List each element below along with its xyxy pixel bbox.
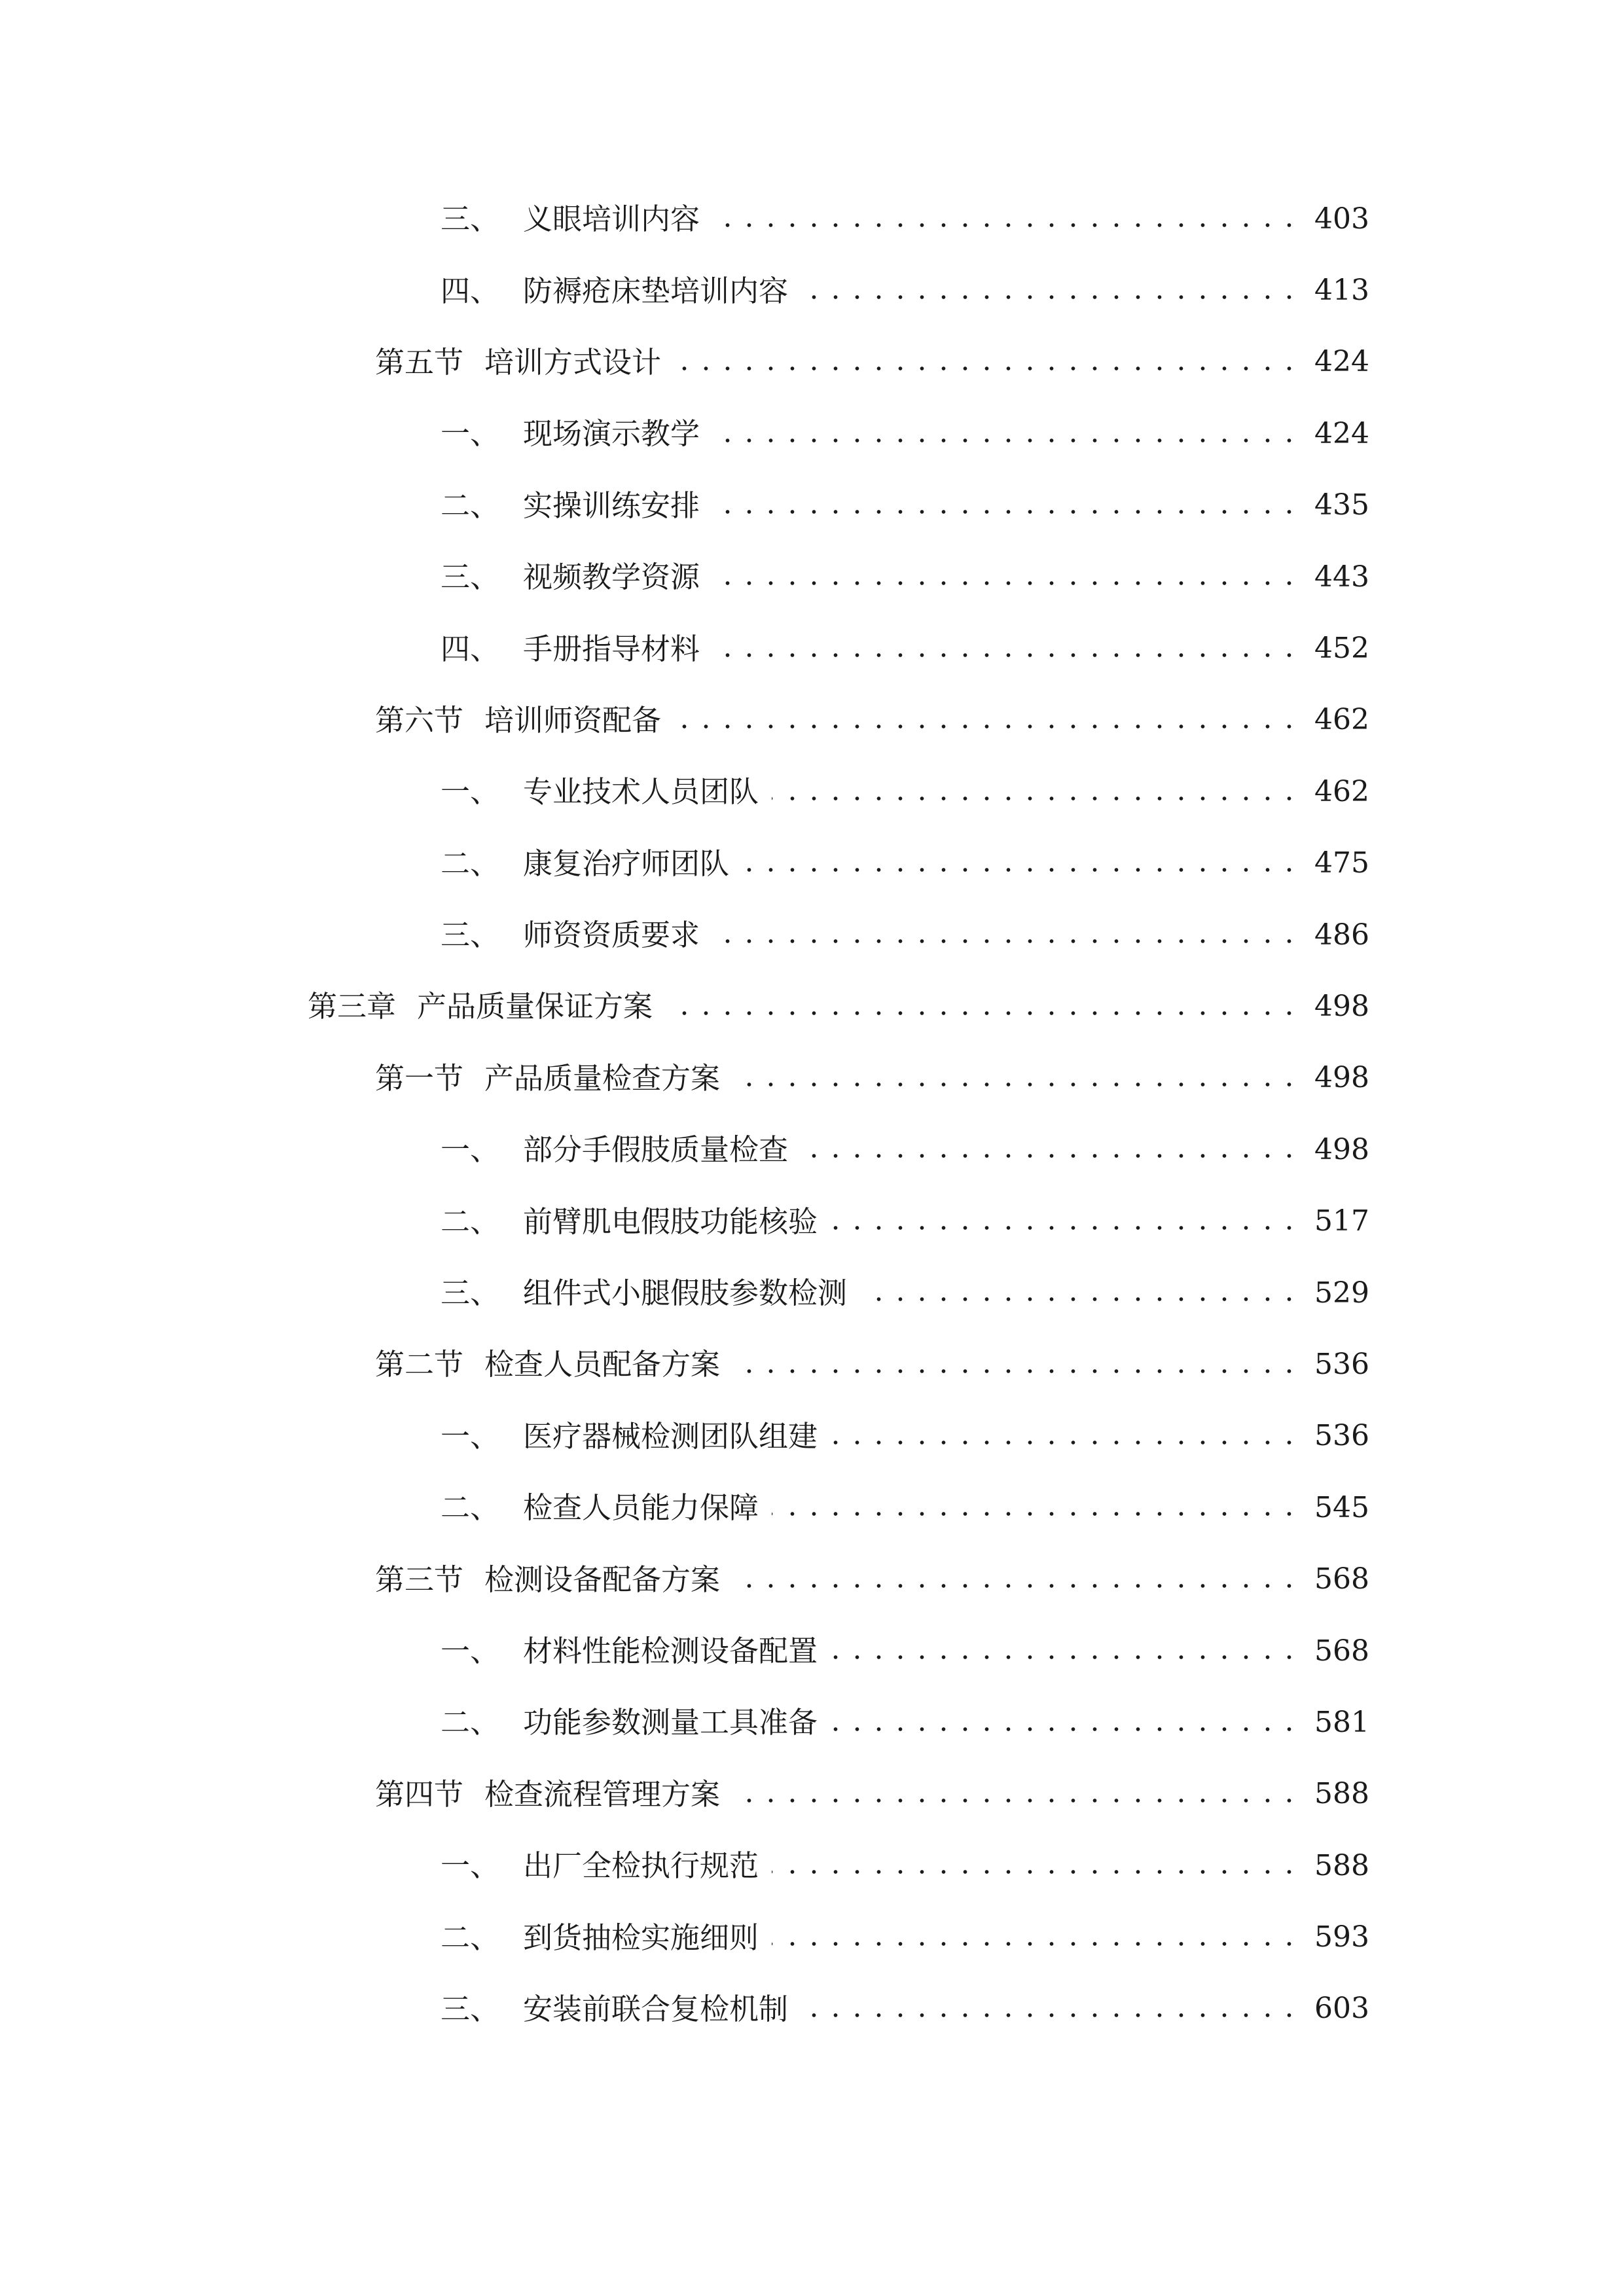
toc-page-number: 435 [1314, 488, 1369, 522]
toc-page-number: 443 [1314, 560, 1369, 594]
dot-leader [860, 1257, 1300, 1329]
toc-entry-item[interactable] [0, 1185, 1624, 1257]
toc-entry-title: 培训师资配备 [484, 702, 662, 738]
toc-entry-item[interactable] [0, 1973, 1624, 2045]
toc-entry-title: 现场演示教学 [523, 416, 700, 452]
toc-entry-item[interactable] [0, 541, 1624, 613]
toc-entry-item[interactable] [0, 1615, 1624, 1687]
toc-page-number: 498 [1314, 1132, 1369, 1166]
toc-entry-number: 第一节 [375, 1060, 464, 1096]
toc-page-number: 475 [1314, 846, 1369, 880]
toc-page-number: 462 [1314, 703, 1369, 737]
toc-page-number: 452 [1314, 632, 1369, 666]
dot-leader [801, 1114, 1300, 1185]
toc-entry-number: 二、 [441, 1920, 500, 1955]
dot-leader [666, 971, 1300, 1042]
toc-entry-title: 培训方式设计 [484, 344, 662, 380]
toc-entry-section[interactable] [0, 1329, 1624, 1400]
dot-leader [733, 1043, 1300, 1114]
toc-entry-number: 第六节 [375, 702, 464, 738]
toc-page-number: 603 [1314, 1992, 1369, 2026]
toc-entry-number: 第五节 [375, 344, 464, 380]
toc-page-number: 593 [1314, 1920, 1369, 1954]
dot-leader [772, 1472, 1300, 1543]
dot-leader [772, 1830, 1300, 1901]
dot-leader [831, 1185, 1300, 1257]
toc-entry-item[interactable] [0, 756, 1624, 827]
dot-leader [733, 1543, 1300, 1615]
toc-entry-title: 检查人员配备方案 [484, 1347, 721, 1382]
toc-entry-number: 一、 [441, 1132, 500, 1168]
toc-entry-number: 第四节 [375, 1776, 464, 1812]
toc-entry-title: 功能参数测量工具准备 [523, 1705, 818, 1740]
toc-entry-number: 二、 [441, 1204, 500, 1239]
toc-entry-number: 一、 [441, 1848, 500, 1884]
toc-entry-number: 三、 [441, 918, 500, 953]
dot-leader [801, 1973, 1300, 2045]
toc-entry-item[interactable] [0, 899, 1624, 971]
toc-entry-item[interactable] [0, 613, 1624, 684]
toc-entry-title: 义眼培训内容 [523, 202, 700, 237]
toc-entry-item[interactable] [0, 1687, 1624, 1758]
toc-page-number: 517 [1314, 1204, 1369, 1238]
toc-entry-title: 实操训练安排 [523, 488, 700, 523]
toc-entry-title: 医疗器械检测团队组建 [523, 1418, 818, 1454]
toc-entry-number: 三、 [441, 1991, 500, 2026]
toc-page-number: 424 [1314, 416, 1369, 450]
dot-leader [713, 470, 1300, 541]
dot-leader [674, 685, 1300, 756]
toc-entry-section[interactable] [0, 1043, 1624, 1114]
toc-entry-number: 三、 [441, 202, 500, 237]
dot-leader [713, 398, 1300, 469]
toc-entry-title: 组件式小腿假肢参数检测 [523, 1276, 848, 1311]
dot-leader [713, 899, 1300, 971]
toc-entry-number: 一、 [441, 1418, 500, 1454]
toc-entry-section[interactable] [0, 685, 1624, 756]
toc-page-number: 588 [1314, 1848, 1369, 1882]
toc-entry-number: 三、 [441, 1276, 500, 1311]
toc-entry-title: 前臂肌电假肢功能核验 [523, 1204, 818, 1239]
toc-entry-title: 材料性能检测设备配置 [523, 1634, 818, 1668]
toc-page-number: 486 [1314, 918, 1369, 952]
toc-entry-item[interactable] [0, 255, 1624, 326]
dot-leader [831, 1615, 1300, 1687]
toc-entry-title: 部分手假肢质量检查 [523, 1132, 789, 1168]
dot-leader [772, 756, 1300, 827]
toc-page-number: 498 [1314, 1061, 1369, 1095]
toc-entry-item[interactable] [0, 1472, 1624, 1543]
dot-leader [772, 1901, 1300, 1973]
toc-page-number: 568 [1314, 1634, 1369, 1668]
toc-entry-number: 二、 [441, 1705, 500, 1740]
toc-entry-item[interactable] [0, 398, 1624, 469]
toc-entry-item[interactable] [0, 183, 1624, 255]
toc-entry-number: 二、 [441, 1490, 500, 1526]
toc-entry-item[interactable] [0, 1830, 1624, 1901]
toc-entry-title: 视频教学资源 [523, 560, 700, 595]
toc-entry-number: 四、 [441, 273, 500, 308]
toc-entry-item[interactable] [0, 1401, 1624, 1472]
toc-entry-item[interactable] [0, 470, 1624, 541]
toc-entry-title: 到货抽检实施细则 [523, 1920, 759, 1955]
toc-entry-number: 第三章 [308, 989, 397, 1024]
toc-page-number: 588 [1314, 1777, 1369, 1811]
dot-leader [801, 255, 1300, 326]
toc-entry-title: 检查人员能力保障 [523, 1490, 759, 1526]
toc-entry-chapter[interactable] [0, 971, 1624, 1042]
toc-entry-title: 康复治疗师团队 [523, 846, 730, 881]
table-of-contents [0, 183, 1624, 2045]
toc-page-number: 498 [1314, 989, 1369, 1023]
toc-entry-title: 师资资质要求 [523, 918, 700, 953]
toc-entry-number: 一、 [441, 1634, 500, 1668]
dot-leader [733, 1759, 1300, 1830]
toc-entry-title: 出厂全检执行规范 [523, 1848, 759, 1884]
toc-entry-section[interactable] [0, 327, 1624, 398]
toc-page-number: 413 [1314, 274, 1369, 308]
dot-leader [742, 828, 1300, 899]
toc-entry-section[interactable] [0, 1759, 1624, 1830]
dot-leader [674, 327, 1300, 398]
toc-entry-title: 手册指导材料 [523, 631, 700, 666]
toc-page-number: 536 [1314, 1347, 1369, 1381]
toc-entry-title: 产品质量保证方案 [417, 989, 653, 1024]
toc-page-number: 462 [1314, 774, 1369, 808]
toc-page-number: 545 [1314, 1490, 1369, 1524]
toc-entry-title: 检查流程管理方案 [484, 1776, 721, 1812]
toc-entry-item[interactable] [0, 1257, 1624, 1329]
toc-entry-number: 一、 [441, 416, 500, 452]
dot-leader [831, 1401, 1300, 1472]
toc-entry-title: 防褥疮床垫培训内容 [523, 273, 789, 308]
toc-entry-title: 检测设备配备方案 [484, 1562, 721, 1597]
dot-leader [713, 613, 1300, 684]
toc-page-number: 529 [1314, 1276, 1369, 1310]
toc-entry-number: 四、 [441, 631, 500, 666]
toc-page-number: 581 [1314, 1705, 1369, 1739]
toc-entry-number: 第三节 [375, 1562, 464, 1597]
toc-entry-number: 三、 [441, 560, 500, 595]
toc-page-number: 403 [1314, 202, 1369, 236]
toc-page-number: 536 [1314, 1419, 1369, 1453]
toc-entry-title: 产品质量检查方案 [484, 1060, 721, 1096]
toc-entry-number: 第二节 [375, 1347, 464, 1382]
toc-page-number: 424 [1314, 345, 1369, 379]
toc-page-number: 568 [1314, 1562, 1369, 1596]
toc-entry-number: 一、 [441, 774, 500, 810]
toc-entry-title: 安装前联合复检机制 [523, 1991, 789, 2026]
dot-leader [713, 541, 1300, 613]
toc-entry-section[interactable] [0, 1543, 1624, 1615]
toc-entry-item[interactable] [0, 1114, 1624, 1185]
dot-leader [713, 183, 1300, 255]
toc-entry-number: 二、 [441, 846, 500, 881]
toc-entry-number: 二、 [441, 488, 500, 523]
toc-entry-item[interactable] [0, 1901, 1624, 1973]
toc-entry-title: 专业技术人员团队 [523, 774, 759, 810]
toc-entry-item[interactable] [0, 828, 1624, 899]
dot-leader [831, 1687, 1300, 1758]
dot-leader [733, 1329, 1300, 1400]
